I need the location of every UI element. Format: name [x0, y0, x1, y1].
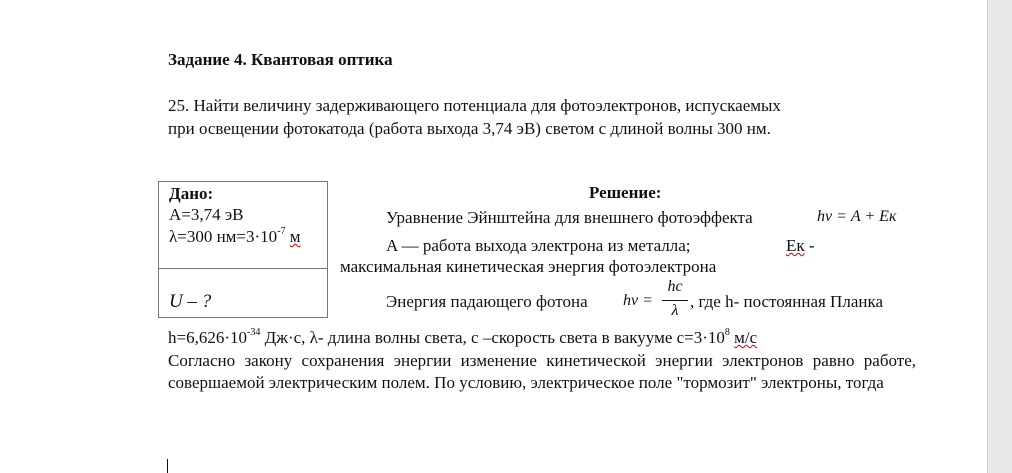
ek-definition: максимальная кинетическая энергия фотоэлектрона [340, 257, 717, 276]
photon-formula-lhs: hν = [623, 292, 653, 309]
ek-dash: - [808, 236, 815, 255]
constants-text: Дж·с, λ- длина волны света, с –скорость света в вакууме с=3·10 [260, 328, 725, 347]
given-wavelength [169, 227, 301, 247]
work-function-definition: A — работа выхода электрона из металла; [386, 236, 691, 255]
wavelength-exponent: -7 [277, 226, 286, 237]
given-table [158, 181, 328, 318]
einstein-formula: hν = A + Eк [817, 208, 897, 225]
ek-symbol: Eк [786, 236, 805, 255]
photon-energy-label: Энергия падающего фотона [386, 292, 588, 311]
problem-statement [168, 94, 868, 140]
conservation-paragraph: Согласно закону сохранения энергии изменение кинетической энергии электронов равно работе, совершаемой электрическим полем. По условию, электрическое поле "тормозит" электроны, тогда [168, 351, 916, 392]
task-title: Задание 4. Квантовая оптика [168, 50, 393, 69]
fraction-bar [662, 300, 688, 301]
given-title: Дано: [169, 184, 214, 203]
light-speed-unit: м/с [734, 328, 758, 347]
light-speed-exponent: 8 [724, 327, 730, 338]
photon-numerator: hc [667, 278, 683, 295]
wavelength-prefix: λ=300 нм=3·10 [169, 227, 278, 246]
photon-denominator: λ [671, 302, 679, 319]
given-work-function: A=3,74 эВ [169, 205, 244, 224]
problem-line-1: 25. Найти величину задерживающего потенциала для фотоэлектронов, испускаемых [168, 96, 781, 115]
window-gutter [987, 0, 1012, 473]
ek-symbol-line [786, 236, 815, 256]
given-cell [159, 182, 327, 269]
unknown-quantity: U – ? [169, 291, 212, 312]
text-cursor [167, 459, 168, 473]
einstein-label: Уравнение Эйнштейна для внешнего фотоэффекта [386, 208, 753, 227]
planck-intro: , где h- постоянная Планка [690, 292, 884, 311]
constants-line [168, 328, 757, 348]
problem-line-2: при освещении фотокатода (работа выхода 3,74 эВ) светом с длиной волны 300 нм. [168, 119, 771, 138]
planck-prefix: h=6,626·10 [168, 328, 247, 347]
planck-exponent: -34 [247, 327, 261, 338]
wavelength-unit: м [289, 227, 301, 246]
solution-title: Решение: [589, 183, 662, 202]
